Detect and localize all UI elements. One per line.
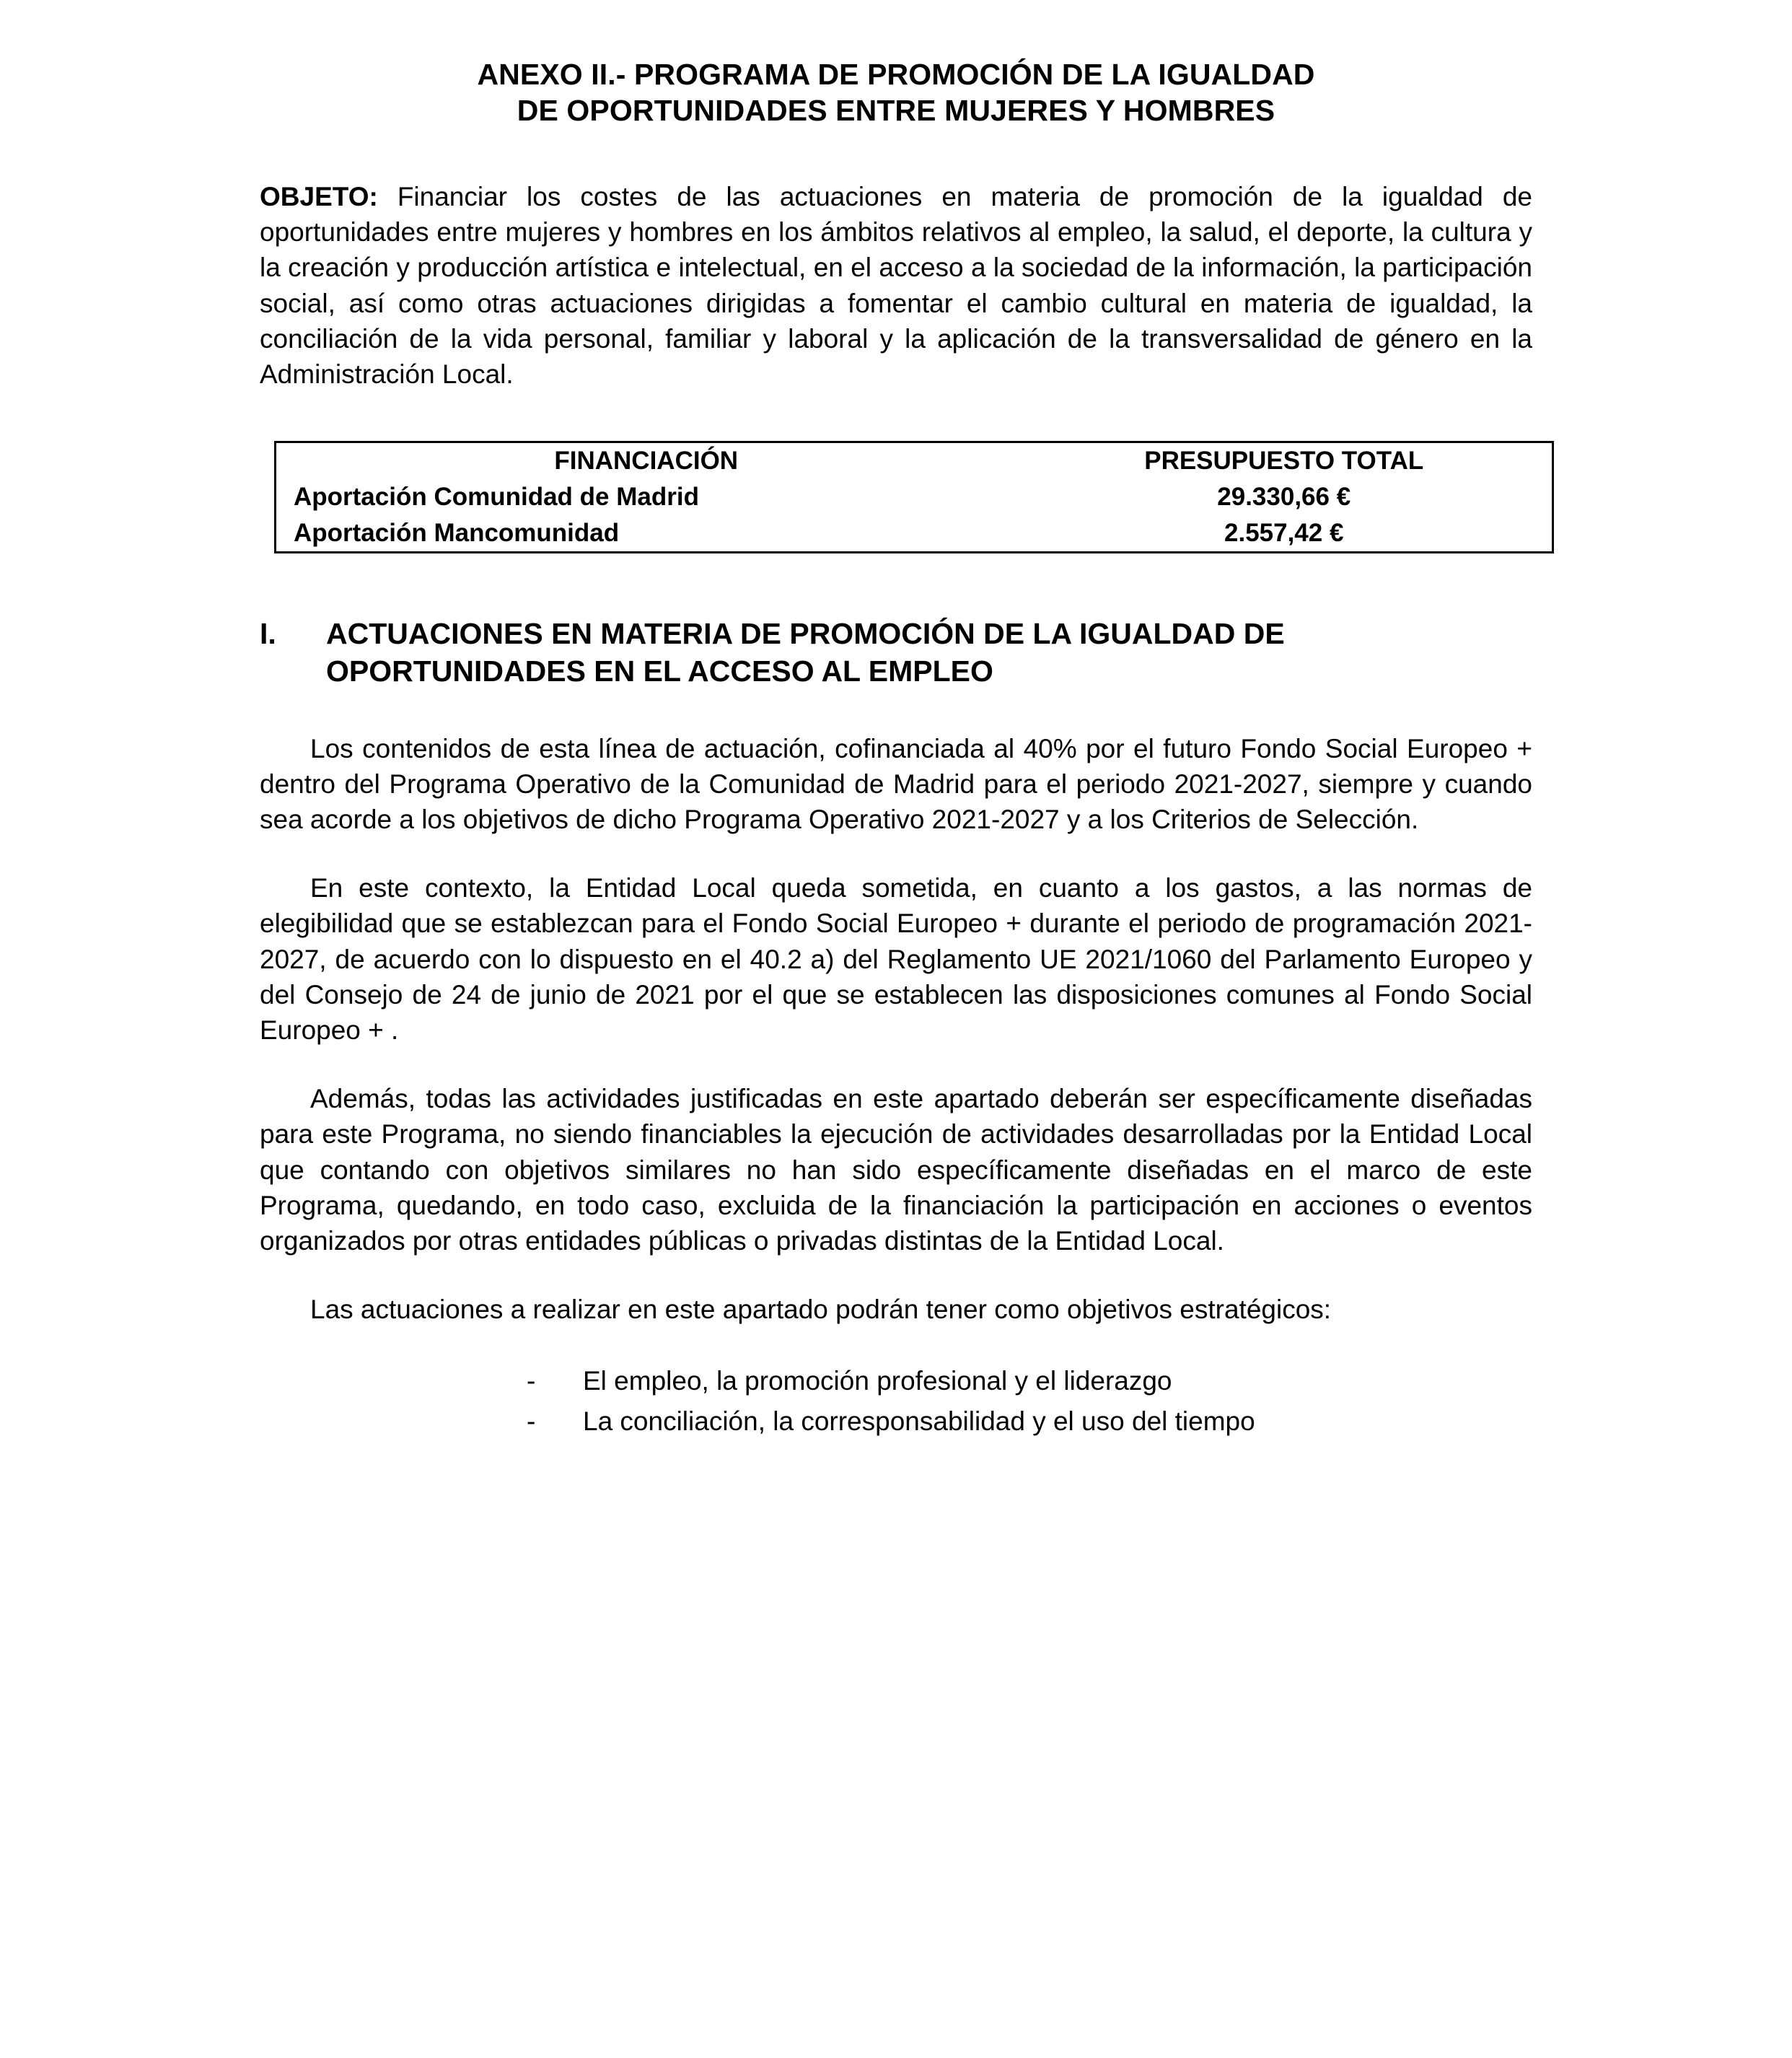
objeto-text: Financiar los costes de las actuaciones en materia de promoción de la igualdad de oportunidades entre mujeres y hombres en los ámbitos relativos al empleo, la salud, el deporte, la cultura y la creación y producción artística e intelectual, en el acceso a la sociedad de la información, la participación social, así como otras actuaciones dirigidas a fomentar el cambio cultural en materia de igualdad, la conciliación de la vida personal, familiar y laboral y la aplicación de la transversalidad de género en la Administración Local. [260,182,1532,390]
table-cell-importe: 29.330,66 € [1217,483,1351,512]
objeto-label: OBJETO: [260,182,378,212]
body-paragraph: Los contenidos de esta línea de actuación, cofinanciada al 40% por el futuro Fondo Social Europeo + dentro del Programa Operativo de la Comunidad de Madrid para el periodo 2021-2027, siempre y cuando sea acorde a los objetivos de dicho Programa Operativo 2021-2027 y a los Criterios de Selección. [260,733,1532,834]
list-item-label: La conciliación, la corresponsabilidad y el uso del tiempo [583,1406,1255,1436]
body-paragraph: Las actuaciones a realizar en este apartado podrán tener como objetivos estratégicos: [310,1295,1332,1325]
page-title-line-1: ANEXO II.- PROGRAMA DE PROMOCIÓN DE LA IGUALDAD [477,58,1315,91]
financiacion-table [274,441,1554,553]
list-item [260,1404,1532,1439]
table-cell-concepto: Aportación Comunidad de Madrid [294,483,699,512]
section-heading-text: ACTUACIONES EN MATERIA DE PROMOCIÓN DE LA IGUALDAD DE OPORTUNIDADES EN EL ACCESO AL EMPLEO [326,617,1285,688]
table-row [276,479,1552,515]
table-cell-importe: 2.557,42 € [1224,519,1344,548]
bullet-dash-icon: - [527,1366,536,1396]
body-paragraph: Además, todas las actividades justificadas en este apartado deberán ser específicamente diseñadas para este Programa, no siendo financiables la ejecución de actividades desarrolladas por la Entidad Local que contando con objetivos similares no han sido específicamente diseñadas en el marco de este Programa, quedando, en todo caso, excluida de la financiación la participación en acciones o eventos organizados por otras entidades públicas o privadas distintas de la Entidad Local. [260,1084,1532,1256]
table-row [276,515,1552,551]
section-heading [260,616,1547,690]
page-title-line-2: DE OPORTUNIDADES ENTRE MUJERES Y HOMBRES [517,94,1275,128]
body-paragraph: En este contexto, la Entidad Local queda sometida, en cuanto a los gastos, a las normas de elegibilidad que se establezcan para el Fondo Social Europeo + durante el periodo de programación 2021-2027, de acuerdo con lo dispuesto en el 40.2 a) del Reglamento UE 2021/1060 del Parlamento Europeo y del Consejo de 24 de junio de 2021 por el que se establecen las disposiciones comunes al Fondo Social Europeo + . [260,873,1532,1045]
section-number: I. [260,617,276,651]
list-item-label: El empleo, la promoción profesional y el liderazgo [583,1366,1172,1396]
table-header-presupuesto: PRESUPUESTO TOTAL [1144,447,1424,476]
objetivos-list [260,1363,1532,1438]
list-item [260,1363,1532,1398]
objeto-paragraph [260,179,1532,392]
bullet-dash-icon: - [527,1406,536,1436]
table-cell-concepto: Aportación Mancomunidad [294,519,620,548]
table-header-financiacion: FINANCIACIÓN [554,447,739,476]
page-title [108,56,1684,128]
table-header-row [276,443,1552,479]
